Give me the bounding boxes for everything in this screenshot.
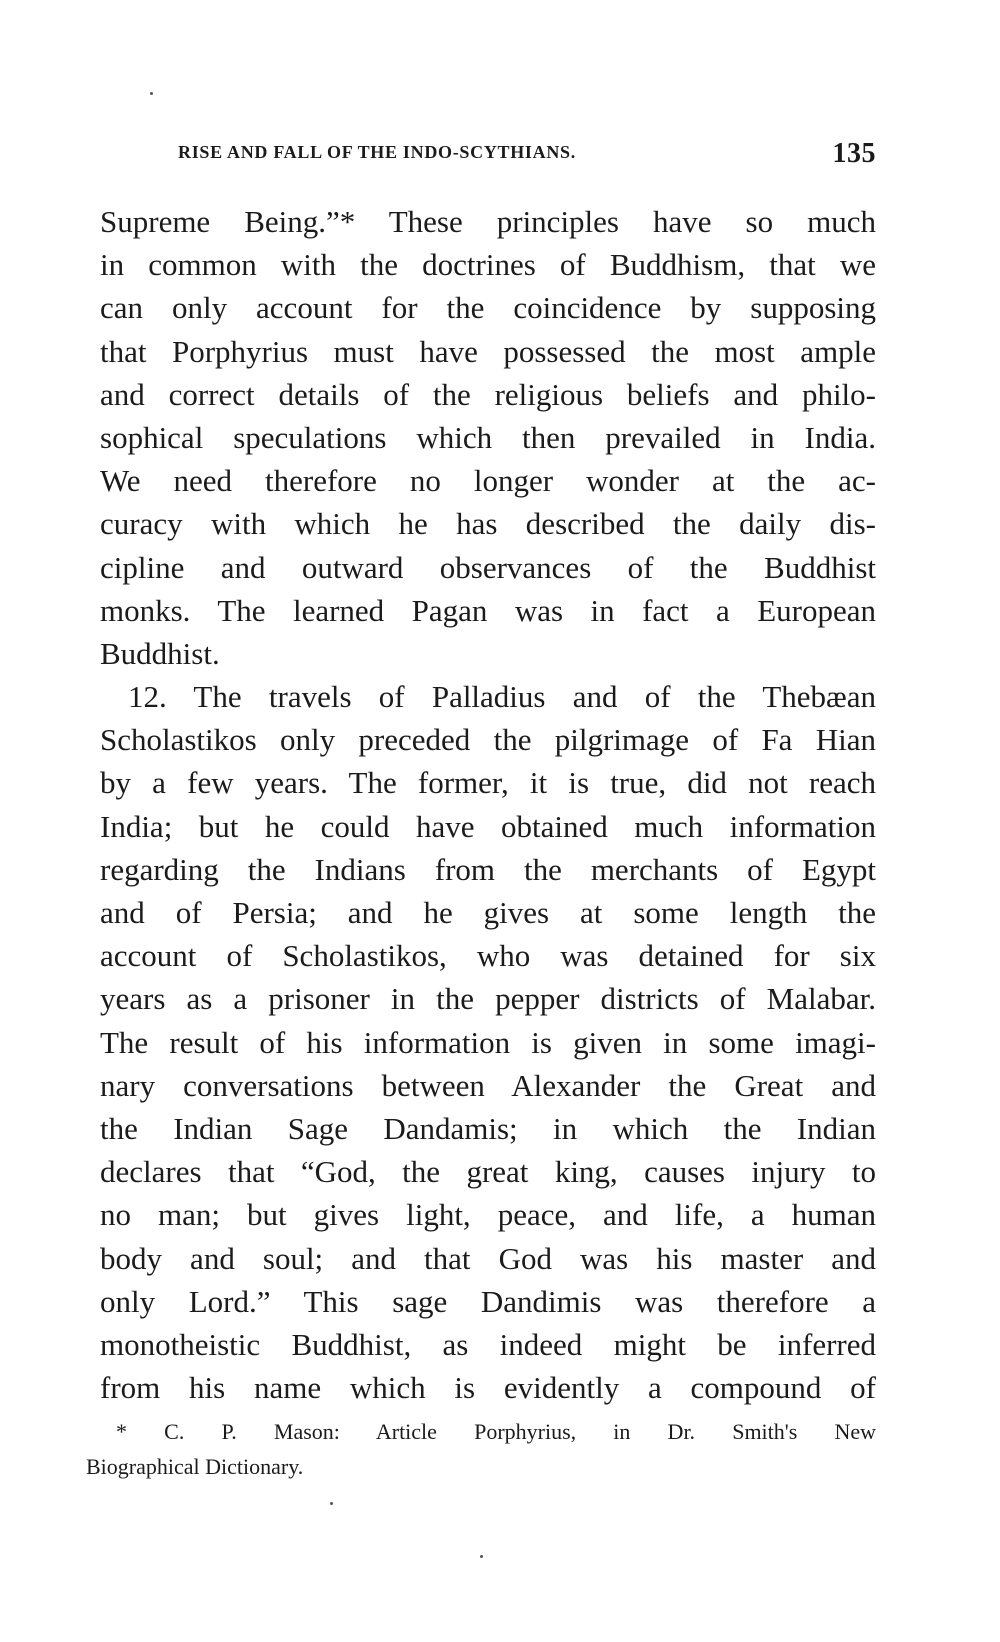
body-line: account of Scholastikos, who was detained for six <box>100 938 876 974</box>
body-line: nary conversations between Alexander the Great and <box>100 1067 876 1103</box>
body-line: and correct details of the religious beliefs and philo- <box>100 376 876 412</box>
scan-speck-top <box>150 92 153 95</box>
page-number: 135 <box>832 138 876 169</box>
body-line: years as a prisoner in the pepper districts of Malabar. <box>100 981 876 1017</box>
body-line: and of Persia; and he gives at some length the <box>100 895 876 930</box>
body-line: no man; but gives light, peace, and life, a human <box>100 1197 876 1233</box>
page-header <box>178 138 876 172</box>
body-line: can only account for the coincidence by supposing <box>100 290 876 326</box>
scan-speck-foot <box>480 1555 483 1558</box>
body-line: that Porphyrius must have possessed the most ample <box>100 333 876 369</box>
body-line: We need therefore no longer wonder at the ac- <box>100 463 876 499</box>
body-line: body and soul; and that God was his master and <box>100 1240 876 1276</box>
body-line: Scholastikos only preceded the pilgrimage of Fa Hian <box>100 722 876 758</box>
body-line: curacy with which he has described the daily dis- <box>100 506 876 542</box>
body-line: Supreme Being.”* These principles have so much <box>100 204 876 239</box>
body-text <box>100 200 876 1409</box>
running-title: RISE AND FALL OF THE INDO-SCYTHIANS. <box>178 142 576 162</box>
body-line: from his name which is evidently a compound of <box>100 1370 876 1406</box>
body-line: regarding the Indians from the merchants of Egypt <box>100 851 876 887</box>
body-line: Buddhist. <box>100 635 220 671</box>
paragraph-start-line: 12. The travels of Palladius and of the Thebæan <box>128 679 876 715</box>
body-line: declares that “God, the great king, causes injury to <box>100 1154 876 1190</box>
body-line: monks. The learned Pagan was in fact a European <box>100 592 876 628</box>
body-line: monotheistic Buddhist, as indeed might be inferred <box>100 1326 876 1362</box>
body-line: sophical speculations which then prevailed in India. <box>100 419 876 455</box>
body-line: only Lord.” This sage Dandimis was therefore a <box>100 1283 876 1319</box>
body-line: India; but he could have obtained much information <box>100 808 876 844</box>
scan-speck-bottom <box>330 1502 333 1505</box>
body-line: cipline and outward observances of the Buddhist <box>100 549 876 585</box>
footnote-line: Biographical Dictionary. <box>86 1454 304 1479</box>
body-line: by a few years. The former, it is true, did not reach <box>100 765 876 801</box>
footnote-line: * C. P. Mason: Article Porphyrius, in Dr. Smith's New <box>116 1419 876 1444</box>
footnote <box>86 1414 876 1484</box>
body-line: the Indian Sage Dandamis; in which the Indian <box>100 1110 876 1146</box>
body-line: in common with the doctrines of Buddhism, that we <box>100 247 876 283</box>
body-line: The result of his information is given in some imagi- <box>100 1024 876 1060</box>
